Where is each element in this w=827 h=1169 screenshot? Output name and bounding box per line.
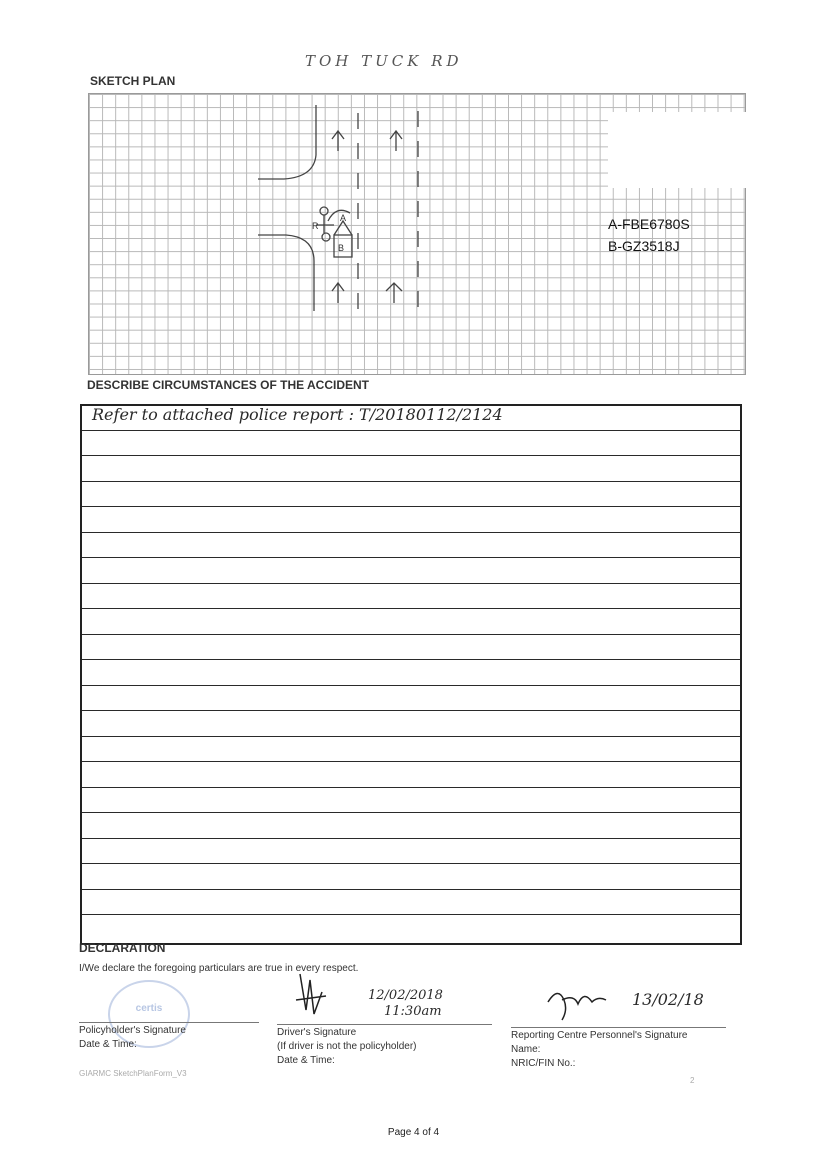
vehicle-a-turn-path xyxy=(328,210,350,221)
vehicle-b-roof xyxy=(334,221,352,235)
ruled-line xyxy=(82,608,740,609)
ruled-line xyxy=(82,761,740,762)
marker-r: R xyxy=(312,221,319,231)
driver-signature-scribble xyxy=(292,970,332,1020)
ruled-line xyxy=(82,863,740,864)
reporting-block xyxy=(511,1029,687,1071)
road-edge-lower-left xyxy=(258,235,314,311)
ruled-line xyxy=(82,455,740,456)
reporting-signature-line xyxy=(511,1027,726,1028)
ruled-line xyxy=(82,481,740,482)
stamp-text: certis xyxy=(135,1003,163,1014)
ruled-line xyxy=(82,430,740,431)
ruled-line xyxy=(82,506,740,507)
arrow-up-3 xyxy=(332,283,344,303)
ruled-line xyxy=(82,659,740,660)
driver-date-label: Date & Time: xyxy=(277,1055,335,1066)
reporting-signature-scribble xyxy=(544,976,614,1026)
ruled-line xyxy=(82,685,740,686)
ruled-line xyxy=(82,710,740,711)
form-code: GIARMC SketchPlanForm_V3 xyxy=(79,1069,187,1078)
ruled-line xyxy=(82,787,740,788)
ruled-line xyxy=(82,557,740,558)
marker-a: A xyxy=(340,213,347,223)
reporting-handwritten-date: 13/02/18 xyxy=(632,990,704,1009)
reporting-signature-label: Reporting Centre Personnel's Signature xyxy=(511,1030,688,1041)
vehicle-b-label: B-GZ3518J xyxy=(608,238,680,254)
ruled-line xyxy=(82,583,740,584)
arrow-up-1 xyxy=(332,131,344,151)
marker-circle-2 xyxy=(322,233,330,241)
declaration-statement: I/We declare the foregoing particulars are true in every respect. xyxy=(79,963,359,974)
ruled-line xyxy=(82,532,740,533)
circumstances-handwritten-text: Refer to attached police report : T/20180112/2124 xyxy=(92,405,503,424)
ruled-line xyxy=(82,838,740,839)
policyholder-date-label: Date & Time: xyxy=(79,1039,137,1050)
ruled-line xyxy=(82,736,740,737)
circumstances-lined-box xyxy=(80,404,742,945)
ruled-line xyxy=(82,812,740,813)
ruled-line xyxy=(82,634,740,635)
circumstances-title: DESCRIBE CIRCUMSTANCES OF THE ACCIDENT xyxy=(87,378,370,392)
arrow-up-2 xyxy=(390,131,402,151)
ruled-line xyxy=(82,889,740,890)
vehicle-a-label: A-FBE6780S xyxy=(608,216,690,232)
driver-signature-label: Driver's Signature xyxy=(277,1027,357,1038)
policyholder-block xyxy=(79,1024,186,1052)
marker-cross xyxy=(316,215,334,233)
policyholder-signature-label: Policyholder's Signature xyxy=(79,1025,186,1036)
driver-block xyxy=(277,1026,417,1068)
policyholder-signature-line xyxy=(79,1022,259,1023)
sketch-plan-title: SKETCH PLAN xyxy=(90,74,176,88)
driver-handwritten-time: 11:30am xyxy=(384,1004,442,1019)
reporting-name-label: Name: xyxy=(511,1044,541,1055)
redaction-patch xyxy=(608,112,760,188)
page-number: Page 4 of 4 xyxy=(387,1127,440,1138)
driver-signature-line xyxy=(277,1024,492,1025)
road-name-handwritten: TOH TUCK RD xyxy=(305,52,463,70)
marker-b: B xyxy=(338,243,345,253)
arrow-up-4 xyxy=(386,283,402,303)
driver-note: (If driver is not the policyholder) xyxy=(277,1041,417,1052)
page-mark: 2 xyxy=(690,1076,695,1085)
marker-circle-1 xyxy=(320,207,328,215)
reporting-nric-label: NRIC/FIN No.: xyxy=(511,1058,576,1069)
driver-handwritten-date: 12/02/2018 xyxy=(368,988,443,1003)
ruled-line xyxy=(82,914,740,915)
road-edge-upper-left xyxy=(258,105,316,179)
declaration-title: DECLARATION xyxy=(79,941,166,955)
